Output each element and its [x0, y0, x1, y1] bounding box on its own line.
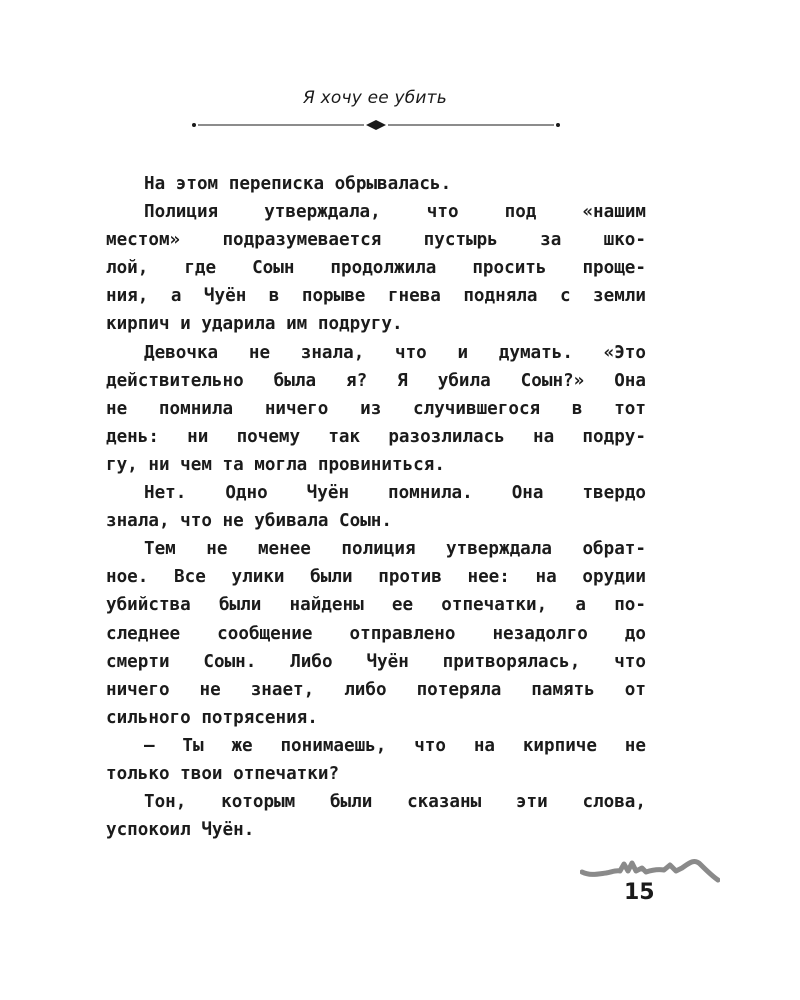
text-line: Полиция утверждала, что под «нашим [144, 202, 646, 223]
text-line: На этом переписка обрывалась. [144, 174, 452, 194]
text-line: следнее сообщение отправлено незадолго до [106, 623, 646, 644]
text-line: убийства были найдены ее отпечатки, а по- [106, 595, 646, 616]
text-line: ния, а Чуён в порыве гнева подняла с земли [106, 286, 646, 307]
text-line: — Ты же понимаешь, что на кирпиче не [144, 735, 646, 756]
text-line: сильного потрясения. [106, 707, 318, 728]
text-line: лой, где Соын продолжила просить проще- [106, 258, 646, 279]
text-line: Нет. Одно Чуён помнила. Она твердо [144, 483, 646, 504]
header-ornament-divider [190, 117, 562, 133]
page-number: 15 [624, 880, 655, 905]
text-line: местом» подразумевается пустырь за шко- [106, 230, 646, 251]
text-line: гу, ни чем та могла провиниться. [106, 454, 445, 475]
text-line: день: ни почему так разозлилась на подру- [106, 426, 646, 447]
text-line: кирпич и ударила им подругу. [106, 314, 403, 335]
running-head-title: Я хочу ее убить [302, 88, 448, 108]
text-line: не помнила ничего из случившегося в тот [106, 398, 646, 419]
text-line: Тем не менее полиция утверждала обрат- [144, 539, 646, 560]
text-line: действительно была я? Я убила Соын?» Она [106, 370, 646, 391]
text-line: знала, что не убивала Соын. [106, 511, 392, 532]
text-line: ное. Все улики были против нее: на орудии [106, 567, 646, 588]
page-body-text [106, 170, 646, 844]
text-line: успокоил Чуён. [106, 820, 255, 841]
text-line: Девочка не знала, что и думать. «Это [144, 342, 646, 363]
text-line: только твои отпечатки? [106, 763, 340, 784]
text-line: смерти Соын. Либо Чуён притворялась, что [106, 651, 646, 672]
text-line: ничего не знает, либо потеряла память от [106, 679, 646, 700]
text-line: Тон, которым были сказаны эти слова, [144, 792, 646, 813]
